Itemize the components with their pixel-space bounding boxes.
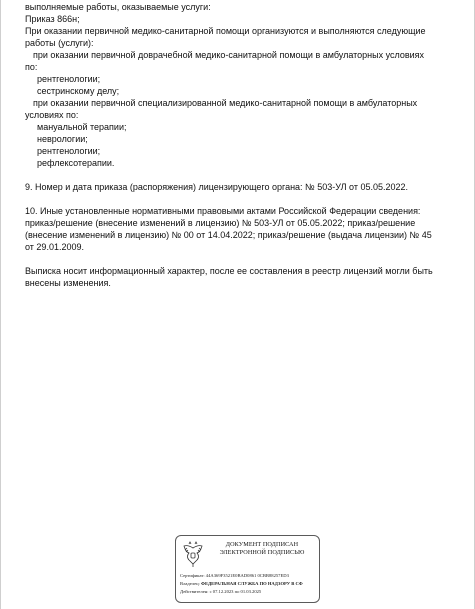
text-line: выполняемые работы, оказываемые услуги: xyxy=(25,2,211,12)
text-line: неврологии; xyxy=(37,134,88,144)
certificate-validity: Действителен: с 07.12.2023 по 01.03.2025 xyxy=(180,589,262,594)
item-9-order-number: 9. Номер и дата приказа (распоряжения) лицензирующего органа: № 503-УЛ от 05.05.2022. xyxy=(25,182,409,192)
certificate-number: Сертификат: 44A369F3521E0BAD0861 0CBB88257ED3 xyxy=(180,573,289,578)
stamp-title xyxy=(208,541,316,557)
certificate-owner xyxy=(180,581,303,587)
document-body xyxy=(25,1,455,289)
text-line: условиях по: xyxy=(25,110,79,120)
stamp-title-line: ДОКУМЕНТ ПОДПИСАН xyxy=(225,541,299,548)
owner-label: Владелец: xyxy=(180,581,200,586)
text-line: При оказании первичной медико-санитарной помощи организуются и выполняются следующие xyxy=(25,26,426,36)
text-line: при оказании первичной доврачебной медико-санитарной помощи в амбулаторных условиях xyxy=(33,50,425,60)
text-line: мануальной терапии; xyxy=(37,122,127,132)
item-10-line: (внесение изменений в лицензию) № 00 от 14.04.2022; приказ/решение (выдача лицензии) № 45 xyxy=(25,230,432,240)
text-line: при оказании первичной специализированной медико-санитарной помощи в амбулаторных xyxy=(33,98,418,108)
text-line: работы (услуги): xyxy=(25,38,94,48)
owner-name: ФЕДЕРАЛЬНАЯ СЛУЖБА ПО НАДЗОРУ В СФ xyxy=(201,581,303,586)
stamp-title-line: ЭЛЕКТРОННОЙ ПОДПИСЬЮ xyxy=(219,549,305,556)
double-headed-eagle-emblem-icon xyxy=(181,540,205,568)
electronic-signature-stamp xyxy=(175,535,320,603)
text-line: рефлексотерапии. xyxy=(37,158,115,168)
text-line: Приказ 866н; xyxy=(25,14,80,24)
text-line: сестринскому делу; xyxy=(37,86,120,96)
item-10-line: приказ/решение (внесение изменений в лицензию) № 503-УЛ от 05.05.2022; приказ/решение xyxy=(25,218,416,228)
text-line: по: xyxy=(25,62,38,72)
disclaimer-line: Выписка носит информационный характер, после ее составления в реестр лицензий могли быть xyxy=(25,266,433,276)
text-line: рентгенологии; xyxy=(37,146,101,156)
disclaimer-line: внесены изменения. xyxy=(25,278,111,288)
item-10-line: от 29.01.2009. xyxy=(25,242,84,252)
item-10-line: 10. Иные установленные нормативными правовыми актами Российской Федерации сведения: xyxy=(25,206,421,216)
text-line: рентгенологии; xyxy=(37,74,101,84)
